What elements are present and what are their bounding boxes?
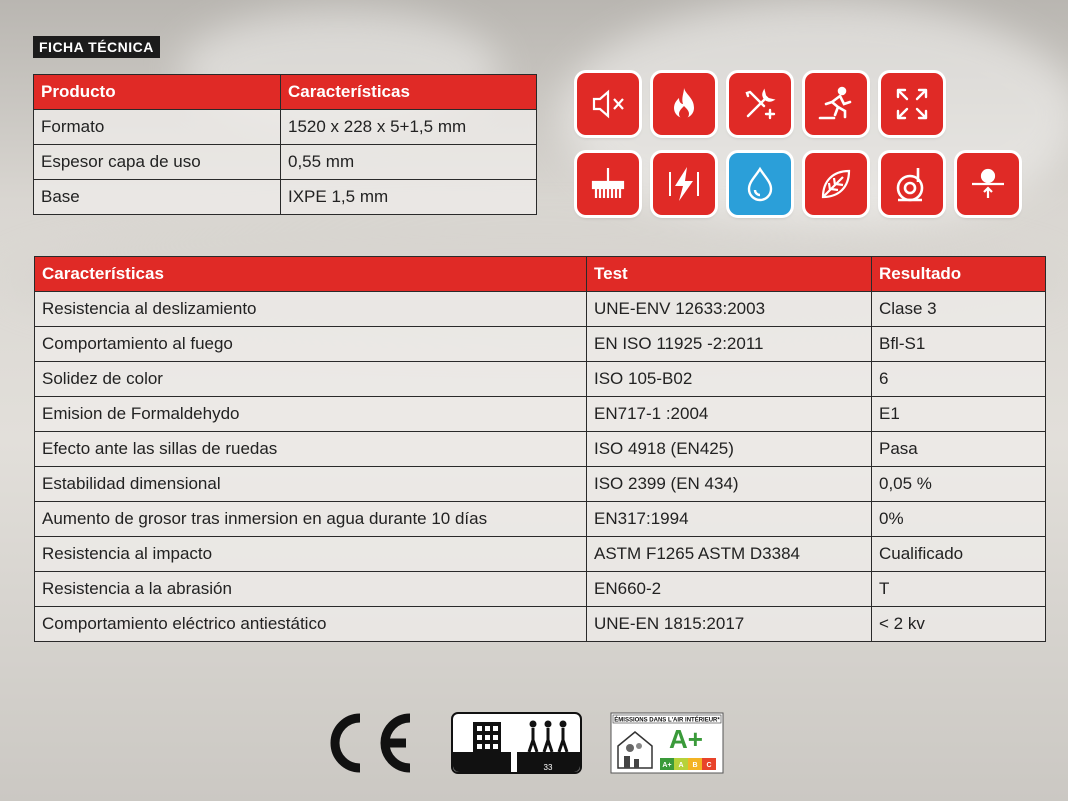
emissions-scale-item: B xyxy=(692,762,698,769)
table-row xyxy=(35,292,1046,327)
table-row xyxy=(35,607,1046,642)
table-cell: Formato xyxy=(34,110,281,145)
table-cell: EN660-2 xyxy=(587,572,872,607)
emissions-scale-item: A xyxy=(678,762,684,769)
table-row xyxy=(34,145,537,180)
table-cell: Espesor capa de uso xyxy=(34,145,281,180)
table-header: Resultado xyxy=(872,257,1046,292)
table-row xyxy=(35,537,1046,572)
emissions-heading: ÉMISSIONS DANS L'AIR INTÉRIEUR* xyxy=(614,717,720,724)
expand-icon xyxy=(881,73,943,135)
indentation-icon xyxy=(957,153,1019,215)
water-drop-icon xyxy=(729,153,791,215)
table-row xyxy=(35,432,1046,467)
table-cell: Emision de Formaldehydo xyxy=(35,397,587,432)
table-cell: Pasa xyxy=(872,432,1046,467)
usage-class-number: 33 xyxy=(543,763,553,772)
table-row xyxy=(35,397,1046,432)
table-cell: < 2 kv xyxy=(872,607,1046,642)
emissions-scale-item: A+ xyxy=(662,762,672,769)
table-header: Características xyxy=(281,75,537,110)
table-cell: UNE-EN 1815:2017 xyxy=(587,607,872,642)
table-row xyxy=(35,502,1046,537)
page-title: FICHA TÉCNICA xyxy=(33,36,160,58)
table-header: Características xyxy=(35,257,587,292)
table-row xyxy=(35,362,1046,397)
electric-icon xyxy=(653,153,715,215)
product-table xyxy=(33,74,537,215)
table-cell: Resistencia al deslizamiento xyxy=(35,292,587,327)
spec-table xyxy=(34,256,1046,642)
table-cell: Estabilidad dimensional xyxy=(35,467,587,502)
table-cell: Efecto ante las sillas de ruedas xyxy=(35,432,587,467)
emissions-label xyxy=(610,712,724,774)
sound-muted-icon xyxy=(577,73,639,135)
usage-class-badge xyxy=(451,712,582,774)
table-cell: EN ISO 11925 -2:2011 xyxy=(587,327,872,362)
table-cell: Aumento de grosor tras inmersion en agua durante 10 días xyxy=(35,502,587,537)
emissions-scale-item: C xyxy=(706,762,712,769)
table-cell: ISO 2399 (EN 434) xyxy=(587,467,872,502)
table-cell: ISO 105-B02 xyxy=(587,362,872,397)
table-header: Producto xyxy=(34,75,281,110)
table-cell: 0,05 % xyxy=(872,467,1046,502)
table-cell: ISO 4918 (EN425) xyxy=(587,432,872,467)
fan-icon xyxy=(881,153,943,215)
table-row xyxy=(35,572,1046,607)
table-cell: ASTM F1265 ASTM D3384 xyxy=(587,537,872,572)
slip-icon xyxy=(805,73,867,135)
table-cell: Solidez de color xyxy=(35,362,587,397)
emissions-grade: A+ xyxy=(669,724,703,754)
table-cell: 1520 x 228 x 5+1,5 mm xyxy=(281,110,537,145)
table-cell: Resistencia al impacto xyxy=(35,537,587,572)
leaf-icon xyxy=(805,153,867,215)
table-header: Test xyxy=(587,257,872,292)
table-row xyxy=(35,467,1046,502)
ce-mark xyxy=(318,712,414,774)
fire-icon xyxy=(653,73,715,135)
table-row xyxy=(34,110,537,145)
table-cell: Comportamiento al fuego xyxy=(35,327,587,362)
table-cell: Comportamiento eléctrico antiestático xyxy=(35,607,587,642)
broom-icon xyxy=(577,153,639,215)
table-cell: E1 xyxy=(872,397,1046,432)
table-cell: EN717-1 :2004 xyxy=(587,397,872,432)
table-cell: Clase 3 xyxy=(872,292,1046,327)
table-row xyxy=(34,180,537,215)
table-cell: T xyxy=(872,572,1046,607)
table-cell: IXPE 1,5 mm xyxy=(281,180,537,215)
table-cell: Cualificado xyxy=(872,537,1046,572)
table-cell: 0% xyxy=(872,502,1046,537)
table-cell: Base xyxy=(34,180,281,215)
table-row xyxy=(35,327,1046,362)
table-cell: 0,55 mm xyxy=(281,145,537,180)
table-cell: UNE-ENV 12633:2003 xyxy=(587,292,872,327)
table-cell: EN317:1994 xyxy=(587,502,872,537)
tools-icon xyxy=(729,73,791,135)
table-cell: Resistencia a la abrasión xyxy=(35,572,587,607)
table-cell: Bfl-S1 xyxy=(872,327,1046,362)
table-cell: 6 xyxy=(872,362,1046,397)
